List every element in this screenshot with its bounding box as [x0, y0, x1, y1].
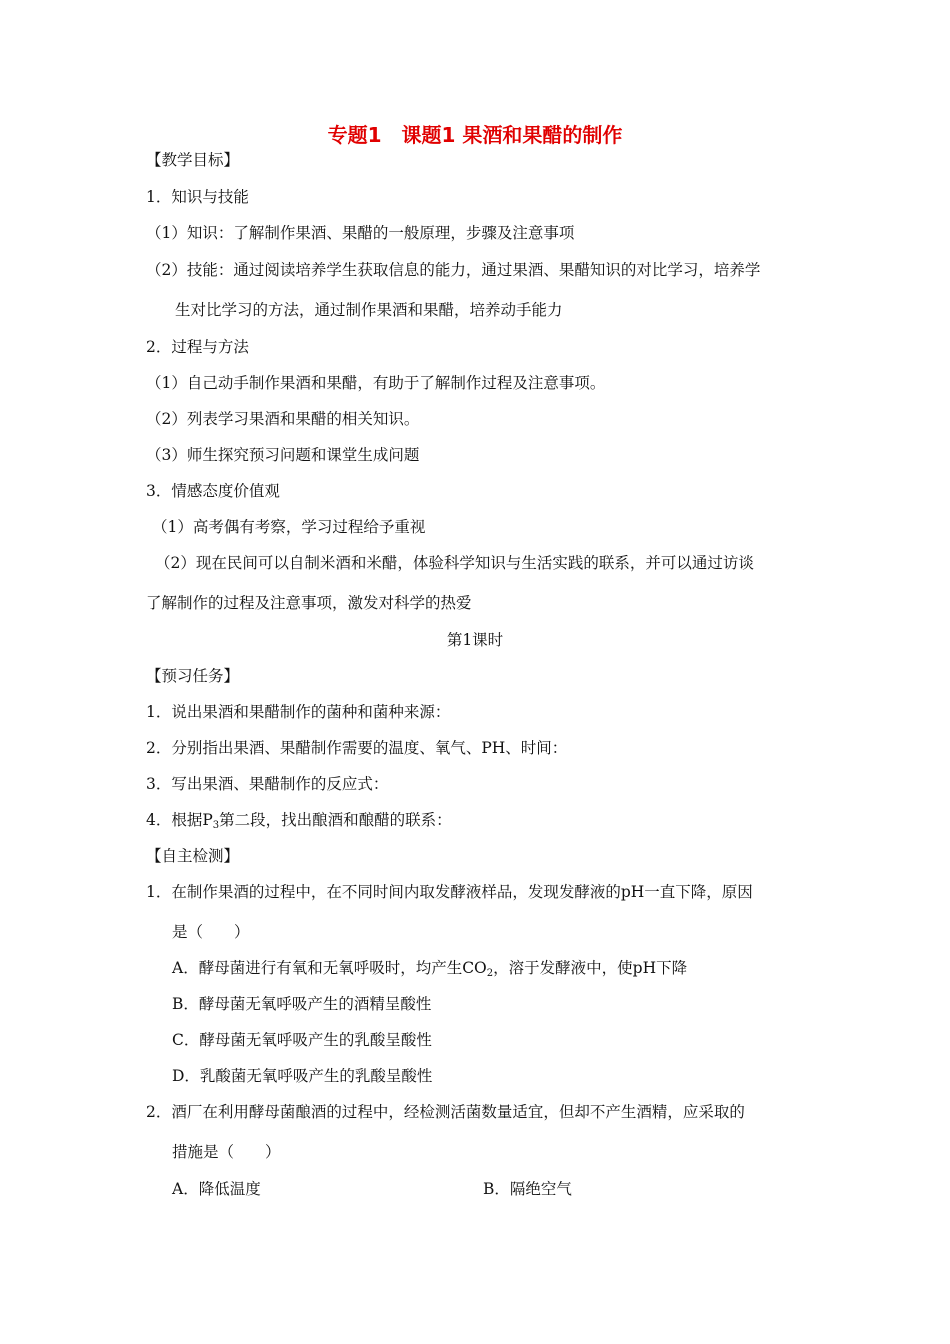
- self-check-heading: 【自主检测】: [146, 847, 240, 865]
- preview-heading: 【预习任务】: [146, 667, 240, 685]
- objective-item: （2）技能：通过阅读培养学生获取信息的能力，通过果酒、果醋知识的对比学习，培养学: [146, 261, 761, 279]
- objective-section-2: 2．过程与方法: [146, 338, 249, 356]
- answer-option: A．降低温度: [172, 1180, 261, 1198]
- check-question-continued: 是（ ）: [172, 923, 250, 941]
- objective-item-continued: 了解制作的过程及注意事项，激发对科学的热爱: [146, 594, 472, 612]
- objective-item-continued: 生对比学习的方法，通过制作果酒和果醋，培养动手能力: [175, 301, 563, 319]
- preview-question: 3．写出果酒、果醋制作的反应式：: [146, 775, 389, 793]
- answer-option: B．酵母菌无氧呼吸产生的酒精呈酸性: [172, 995, 432, 1013]
- objectives-heading: 【教学目标】: [146, 151, 240, 169]
- preview-question: 2．分别指出果酒、果醋制作需要的温度、氧气、PH、时间：: [146, 739, 568, 757]
- preview-question: 4．根据$P_3$第二段，找出酿酒和酿醋的联系：: [146, 811, 452, 831]
- objective-item: （1）知识：了解制作果酒、果醋的一般原理，步骤及注意事项: [146, 224, 575, 242]
- objective-section-1: 1．知识与技能: [146, 188, 249, 206]
- lesson-label: 第1课时: [446, 631, 504, 649]
- objective-item: （1）自己动手制作果酒和果醋，有助于了解制作过程及注意事项。: [146, 374, 606, 392]
- page-title: 专题1 课题1 果酒和果醋的制作: [327, 123, 623, 147]
- objective-section-3: 3．情感态度价值观: [146, 482, 280, 500]
- objective-item: （2）列表学习果酒和果醋的相关知识。: [146, 410, 420, 428]
- answer-option: D．乳酸菌无氧呼吸产生的乳酸呈酸性: [172, 1067, 433, 1085]
- preview-question: 1．说出果酒和果醋制作的菌种和菌种来源：: [146, 703, 451, 721]
- objective-item: （3）师生探究预习问题和课堂生成问题: [146, 446, 420, 464]
- check-question-continued: 措施是（ ）: [172, 1143, 281, 1161]
- objective-item: （1）高考偶有考察，学习过程给予重视: [152, 518, 426, 536]
- answer-option: C．酵母菌无氧呼吸产生的乳酸呈酸性: [172, 1031, 432, 1049]
- answer-option: A．酵母菌进行有氧和无氧呼吸时，均产生$CO_2$，溶于发酵液中，使pH下降: [172, 959, 688, 979]
- objective-item: （2）现在民间可以自制米酒和米醋，体验科学知识与生活实践的联系，并可以通过访谈: [155, 554, 754, 572]
- answer-option: B．隔绝空气: [483, 1180, 572, 1198]
- check-question: 1．在制作果酒的过程中，在不同时间内取发酵液样品，发现发酵液的pH一直下降，原因: [146, 883, 753, 901]
- check-question: 2．酒厂在利用酵母菌酿酒的过程中，经检测活菌数量适宜，但却不产生酒精，应采取的: [146, 1103, 745, 1121]
